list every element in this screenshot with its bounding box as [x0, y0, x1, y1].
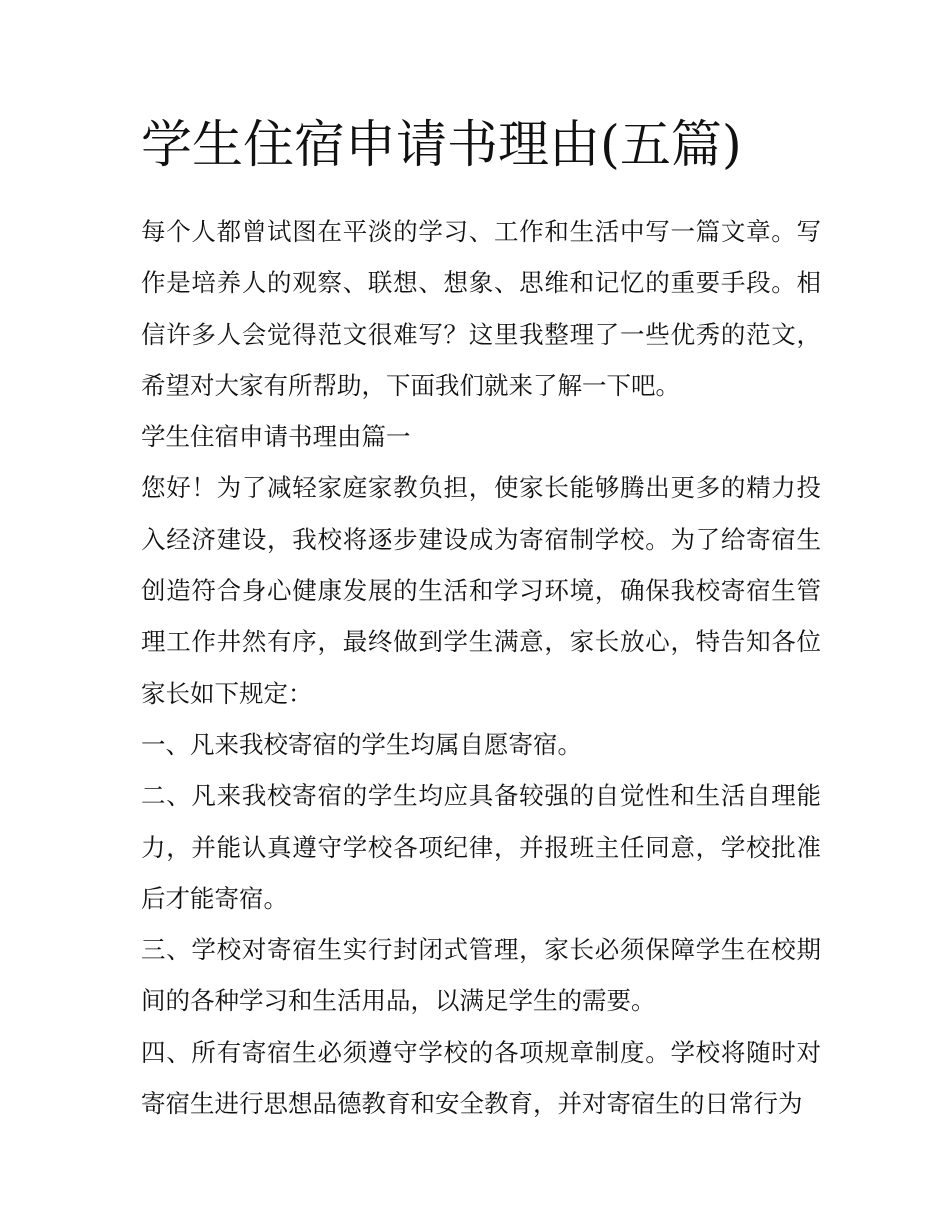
rule-item-1: 一、凡来我校寄宿的学生均属自愿寄宿。 [141, 729, 582, 759]
rule-item-3: 三、学校对寄宿生实行封闭式管理，家长必须保障学生在校期间的各种学习和生活用品，以满足学生的需要。 [141, 935, 821, 1016]
body-paragraph: 您好！为了减轻家庭家教负担，使家长能够腾出更多的精力投入经济建设，我校将逐步建设成为寄宿制学校。为了给寄宿生创造符合身心健康发展的生活和学习环境，确保我校寄宿生管理工作井然有序，最终做到学生满意，家长放心，特告知各位家长如下规定： [141, 473, 821, 708]
section-heading: 学生住宿申请书理由篇一 [141, 422, 411, 452]
document-title: 学生住宿申请书理由(五篇) [141, 116, 742, 175]
intro-paragraph: 每个人都曾试图在平淡的学习、工作和生活中写一篇文章。写作是培养人的观察、联想、想象、思维和记忆的重要手段。相信许多人会觉得范文很难写？这里我整理了一些优秀的范文，希望对大家有所帮助，下面我们就来了解一下吧。 [141, 217, 821, 400]
document-body [141, 108, 821, 1129]
rule-item-2: 二、凡来我校寄宿的学生均应具备较强的自觉性和生活自理能力，并能认真遵守学校各项纪律，并报班主任同意，学校批准后才能寄宿。 [141, 781, 821, 913]
rule-item-4: 四、所有寄宿生必须遵守学校的各项规章制度。学校将随时对寄宿生进行思想品德教育和安全教育，并对寄宿生的日常行为 [141, 1037, 821, 1119]
